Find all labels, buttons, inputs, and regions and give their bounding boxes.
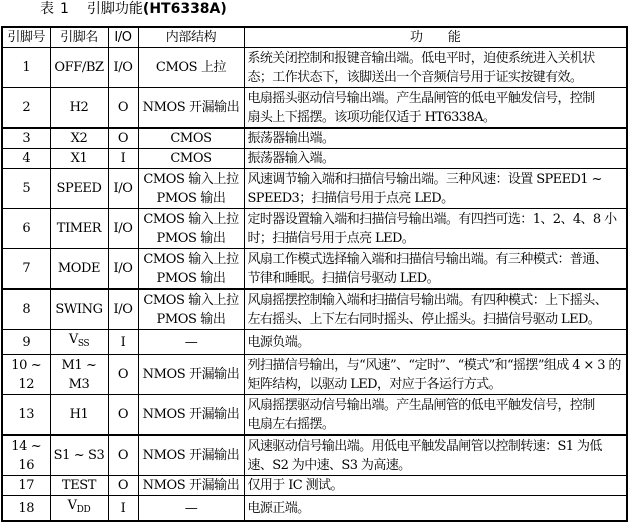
structure-line: NMOS 开漏输出 bbox=[142, 448, 240, 463]
pin-name: SWING bbox=[55, 302, 103, 317]
table-row bbox=[2, 169, 627, 209]
function-line: 风扇工作模式选择输入端和扫描信号输出端。有三种模式：普通、 bbox=[247, 251, 608, 267]
pin-name: MODE bbox=[57, 261, 101, 276]
header-function: 功 能 bbox=[244, 27, 627, 48]
pin-name-cell bbox=[50, 48, 108, 88]
structure-line: PMOS 输出 bbox=[156, 230, 226, 246]
table-row bbox=[2, 395, 627, 436]
pin-name: S1 ~ S3 bbox=[53, 448, 105, 463]
pin-name-cell bbox=[50, 435, 108, 476]
internal-structure-cell bbox=[138, 289, 244, 330]
pin-number-cell: 14 ~ 16 bbox=[2, 435, 50, 476]
function-line: SPEED3；扫描信号用于点亮 LED。 bbox=[247, 190, 454, 206]
internal-structure-cell bbox=[138, 249, 244, 290]
function-cell bbox=[244, 149, 627, 169]
pin-number-cell: 10 ~ 12 bbox=[2, 355, 50, 395]
function-line: 电源正端。 bbox=[247, 500, 310, 516]
header-pin-name: 引脚名 bbox=[50, 27, 108, 48]
pin-name: X1 bbox=[70, 151, 88, 166]
structure-line: NMOS 开漏输出 bbox=[142, 367, 240, 382]
io-cell: I bbox=[108, 496, 138, 522]
io-cell: O bbox=[108, 88, 138, 129]
table-row bbox=[2, 330, 627, 355]
caption-model: (HT6338A) bbox=[142, 1, 227, 17]
pin-name: H1 bbox=[69, 407, 89, 422]
pin-number-cell: 1 bbox=[2, 48, 50, 88]
pin-name: V bbox=[68, 332, 78, 347]
function-line: 节律和睡眠。扫描信号驱动 LED。 bbox=[247, 270, 439, 286]
internal-structure-cell bbox=[138, 149, 244, 169]
pin-name: OFF/BZ bbox=[54, 60, 104, 75]
function-cell bbox=[244, 88, 627, 129]
function-line: 振荡器输入端。 bbox=[247, 151, 335, 166]
io-cell: O bbox=[108, 355, 138, 395]
header-row bbox=[2, 27, 627, 48]
function-cell bbox=[244, 496, 627, 522]
internal-structure-cell bbox=[138, 395, 244, 436]
pin-name: V bbox=[67, 498, 77, 513]
pin-number-cell: 2 bbox=[2, 88, 50, 129]
structure-line: — bbox=[184, 334, 198, 350]
caption-text: 引脚功能 bbox=[86, 1, 143, 17]
pin-name-cell bbox=[50, 289, 108, 330]
internal-structure-cell bbox=[138, 169, 244, 209]
pin-number-cell: 4 bbox=[2, 149, 50, 169]
table-caption bbox=[40, 0, 227, 18]
io-cell: O bbox=[108, 476, 138, 496]
function-line: 电扇左右摇摆。 bbox=[247, 416, 335, 432]
pin-number-cell: 17 bbox=[2, 476, 50, 496]
pin-name: SPEED bbox=[56, 181, 102, 196]
pin-name: TIMER bbox=[56, 221, 102, 236]
structure-line: NMOS 开漏输出 bbox=[142, 100, 240, 115]
function-line: 矩阵结构，以驱动 LED，对应于各运行方式。 bbox=[247, 376, 501, 392]
pin-number-cell: 9 bbox=[2, 330, 50, 355]
function-line: 振荡器输出端。 bbox=[247, 131, 335, 146]
structure-line: PMOS 输出 bbox=[156, 311, 226, 327]
pin-number-cell: 6 bbox=[2, 209, 50, 249]
table-row bbox=[2, 48, 627, 88]
function-cell bbox=[244, 128, 627, 149]
internal-structure-cell bbox=[138, 128, 244, 149]
io-cell: I bbox=[108, 149, 138, 169]
io-cell: I/O bbox=[108, 48, 138, 88]
header-internal-structure: 内部结构 bbox=[138, 27, 244, 48]
io-cell: O bbox=[108, 435, 138, 476]
function-line: 风扇摇摆驱动信号输出端。产生晶闸管的低电平触发信号，控制 bbox=[247, 397, 595, 413]
function-line: 列扫描信号输出，与“风速”、“定时”、“模式”和“摇摆”组成 4 × 3 的 bbox=[247, 357, 621, 373]
function-line: 电扇摇头驱动信号输出端。产生晶闸管的低电平触发信号，控制 bbox=[247, 90, 595, 106]
table-row bbox=[2, 289, 627, 330]
function-cell bbox=[244, 169, 627, 209]
internal-structure-cell bbox=[138, 476, 244, 496]
table-row bbox=[2, 209, 627, 249]
table-row bbox=[2, 496, 627, 522]
function-line: 扇头上下摇摆。该项功能仅适于 HT6338A。 bbox=[247, 109, 496, 125]
structure-line: CMOS bbox=[170, 131, 212, 146]
internal-structure-cell bbox=[138, 496, 244, 522]
pin-name-cell bbox=[50, 88, 108, 129]
table-row bbox=[2, 149, 627, 169]
structure-line: PMOS 输出 bbox=[156, 270, 226, 286]
function-line: 速、S2 为中速、S3 为高速。 bbox=[247, 457, 411, 473]
function-line: 仅用于 IC 测试。 bbox=[247, 478, 343, 493]
pin-name-cell bbox=[50, 169, 108, 209]
caption-prefix: 表 bbox=[40, 1, 54, 17]
function-cell bbox=[244, 395, 627, 436]
function-cell bbox=[244, 209, 627, 249]
structure-line: CMOS 输入上拉 bbox=[143, 211, 239, 227]
pin-name: H2 bbox=[69, 100, 89, 115]
function-cell bbox=[244, 476, 627, 496]
header-io: I/O bbox=[108, 27, 138, 48]
pin-number-cell: 7 bbox=[2, 249, 50, 290]
structure-line: CMOS 输入上拉 bbox=[143, 171, 239, 187]
pin-name-cell bbox=[50, 149, 108, 169]
function-line: 左右摇头、上下左右同时摇头、停止摇头。扫描信号驱动 LED。 bbox=[247, 311, 601, 327]
pin-name-subscript: DD bbox=[76, 505, 91, 515]
structure-line: NMOS 开漏输出 bbox=[142, 407, 240, 422]
pin-name-cell bbox=[50, 496, 108, 522]
table-row bbox=[2, 88, 627, 129]
pin-number-cell: 3 bbox=[2, 128, 50, 149]
structure-line: PMOS 输出 bbox=[156, 190, 226, 206]
function-cell bbox=[244, 48, 627, 88]
internal-structure-cell bbox=[138, 330, 244, 355]
table-row bbox=[2, 435, 627, 476]
internal-structure-cell bbox=[138, 48, 244, 88]
table-row bbox=[2, 476, 627, 496]
function-line: 风速调节输入端和扫描信号输出端。三种风速：设置 SPEED1 ~ bbox=[247, 171, 602, 187]
pin-name-cell bbox=[50, 476, 108, 496]
header-pin-number: 引脚号 bbox=[2, 27, 50, 48]
structure-line: — bbox=[184, 500, 198, 516]
pin-number-cell: 8 bbox=[2, 289, 50, 330]
io-cell: I/O bbox=[108, 249, 138, 290]
function-cell bbox=[244, 435, 627, 476]
io-cell: I/O bbox=[108, 169, 138, 209]
pin-name: TEST bbox=[61, 478, 97, 493]
internal-structure-cell bbox=[138, 355, 244, 395]
pin-number-cell: 5 bbox=[2, 169, 50, 209]
pin-name-cell bbox=[50, 209, 108, 249]
io-cell: I/O bbox=[108, 289, 138, 330]
pin-name-cell bbox=[50, 395, 108, 436]
pin-name-cell bbox=[50, 249, 108, 290]
pin-name: M1 ~ M3 bbox=[61, 357, 97, 392]
table-row bbox=[2, 128, 627, 149]
io-cell: O bbox=[108, 395, 138, 436]
pin-name-cell bbox=[50, 128, 108, 149]
internal-structure-cell bbox=[138, 88, 244, 129]
structure-line: CMOS 上拉 bbox=[155, 60, 227, 75]
pin-name: X2 bbox=[70, 131, 88, 146]
function-line: 系统关闭控制和报键音输出端。低电平时，迫使系统进入关机状 bbox=[247, 50, 595, 66]
function-cell bbox=[244, 249, 627, 290]
function-line: 风速驱动信号输出端。用低电平触发晶闸管以控制转速：S1 为低 bbox=[247, 438, 602, 454]
structure-line: CMOS bbox=[170, 151, 212, 166]
function-cell bbox=[244, 355, 627, 395]
internal-structure-cell bbox=[138, 435, 244, 476]
io-cell: I bbox=[108, 330, 138, 355]
structure-line: CMOS 输入上拉 bbox=[143, 251, 239, 267]
function-line: 定时器设置输入端和扫描信号输出端。有四挡可选：1、2、4、8 小 bbox=[247, 211, 617, 227]
io-cell: I/O bbox=[108, 209, 138, 249]
function-line: 态；工作状态下，该脚送出一个音频信号用于证实按键有效。 bbox=[247, 69, 583, 85]
pin-number-cell: 13 bbox=[2, 395, 50, 436]
pin-number-cell: 18 bbox=[2, 496, 50, 522]
structure-line: CMOS 输入上拉 bbox=[143, 292, 239, 308]
function-line: 时；扫描信号用于点亮 LED。 bbox=[247, 230, 415, 246]
io-cell: O bbox=[108, 128, 138, 149]
pin-function-table bbox=[1, 26, 628, 522]
function-cell bbox=[244, 330, 627, 355]
internal-structure-cell bbox=[138, 209, 244, 249]
function-line: 风扇摇摆控制输入端和扫描信号输出端。有四种模式：上下摇头、 bbox=[247, 292, 608, 308]
table-row bbox=[2, 249, 627, 290]
function-line: 电源负端。 bbox=[247, 334, 310, 350]
caption-number: 1 bbox=[60, 1, 69, 17]
pin-name-cell bbox=[50, 355, 108, 395]
structure-line: NMOS 开漏输出 bbox=[142, 478, 240, 493]
table-row bbox=[2, 355, 627, 395]
pin-name-cell bbox=[50, 330, 108, 355]
pin-name-subscript: SS bbox=[77, 339, 90, 349]
function-cell bbox=[244, 289, 627, 330]
